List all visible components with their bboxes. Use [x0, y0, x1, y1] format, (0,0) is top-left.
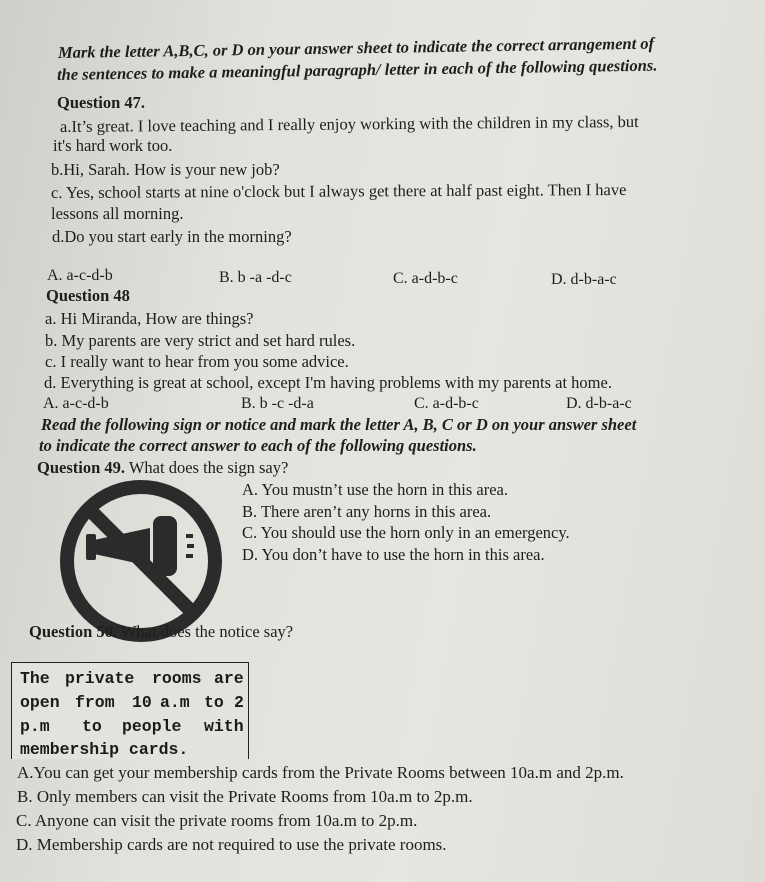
q47-sentence-d: d.Do you start early in the morning? [52, 227, 292, 246]
notice-line-4: membership cards. [20, 740, 189, 759]
question-47-title: Question 47. [57, 93, 146, 112]
q49-option-a[interactable]: A. You mustn’t use the horn in this area. [242, 480, 508, 499]
question-50-prompt: What does the notice say? [120, 622, 294, 641]
question-50-title: Question 50. [29, 622, 118, 641]
q47-option-b[interactable]: B. b -a -d-c [219, 269, 292, 286]
notice-word: private [65, 669, 135, 688]
instructions2-line-1: Read the following sign or notice and mark the letter A, B, C or D on your answer sheet [41, 415, 637, 434]
q48-sentence-a: a. Hi Miranda, How are things? [45, 309, 254, 328]
notice-word: p.m [20, 717, 50, 736]
q47-option-d[interactable]: D. d-b-a-c [551, 271, 617, 288]
question-49 [37, 459, 288, 477]
instructions-line-1: Mark the letter A,B,C, or D on your answer sheet to indicate the correct arrangement of [57, 33, 655, 62]
q48-sentence-c: c. I really want to hear from you some advice. [45, 352, 349, 371]
notice-word: from [75, 693, 115, 712]
q49-option-d[interactable]: D. You don’t have to use the horn in this area. [242, 545, 545, 564]
instructions-line-2: the sentences to make a meaningful paragraph/ letter in each of the following questions. [56, 55, 658, 84]
q49-option-c[interactable]: C. You should use the horn only in an emergency. [242, 523, 570, 542]
q48-option-a[interactable]: A. a-c-d-b [43, 395, 109, 412]
question-50 [29, 623, 293, 641]
q50-option-b[interactable]: B. Only members can visit the Private Rooms from 10a.m to 2p.m. [17, 787, 473, 806]
question-49-prompt: What does the sign say? [128, 458, 289, 477]
q47-option-c[interactable]: C. a-d-b-c [393, 270, 458, 287]
q47-sentence-a-line1: a.It’s great. I love teaching and I really enjoy working with the children in my class, but [59, 111, 639, 136]
question-49-title: Question 49. [37, 458, 126, 477]
notice-word: The [20, 669, 50, 688]
notice-word: people [122, 717, 182, 736]
q47-sentence-b: b.Hi, Sarah. How is your new job? [51, 160, 280, 179]
q48-option-b[interactable]: B. b -c -d-a [241, 395, 314, 412]
q49-option-b[interactable]: B. There aren’t any horns in this area. [242, 502, 492, 521]
instructions2-line-2: to indicate the correct answer to each of the following questions. [39, 436, 477, 455]
q50-option-d[interactable]: D. Membership cards are not required to use the private rooms. [16, 835, 447, 854]
q47-sentence-c-line2: lessons all morning. [51, 204, 184, 223]
notice-word: 2 [234, 693, 244, 712]
question-48-title: Question 48 [46, 286, 130, 305]
notice-word: to [82, 717, 102, 736]
notice-box [11, 662, 249, 759]
q47-sentence-c-line1: c. Yes, school starts at nine o'clock but I always get there at half past eight. Then I have [50, 179, 627, 202]
notice-word: with [204, 717, 244, 736]
notice-word: to [204, 693, 224, 712]
no-horn-sign-icon [58, 478, 224, 644]
q48-sentence-b: b. My parents are very strict and set hard rules. [45, 331, 356, 350]
notice-word: a.m [160, 693, 190, 712]
q48-sentence-d: d. Everything is great at school, except I'm having problems with my parents at home. [44, 373, 612, 392]
q47-option-a[interactable]: A. a-c-d-b [47, 267, 113, 284]
notice-word: open [20, 693, 60, 712]
q48-option-c[interactable]: C. a-d-b-c [414, 395, 479, 412]
notice-word: 10 [132, 693, 152, 712]
q48-option-d[interactable]: D. d-b-a-c [566, 395, 632, 412]
notice-word: are [214, 669, 244, 688]
q50-option-c[interactable]: C. Anyone can visit the private rooms from 10a.m to 2p.m. [16, 811, 418, 830]
q50-option-a[interactable]: A.You can get your membership cards from the Private Rooms between 10a.m and 2p.m. [17, 763, 624, 782]
notice-word: rooms [152, 669, 202, 688]
q47-sentence-a-line2: it's hard work too. [53, 136, 173, 155]
